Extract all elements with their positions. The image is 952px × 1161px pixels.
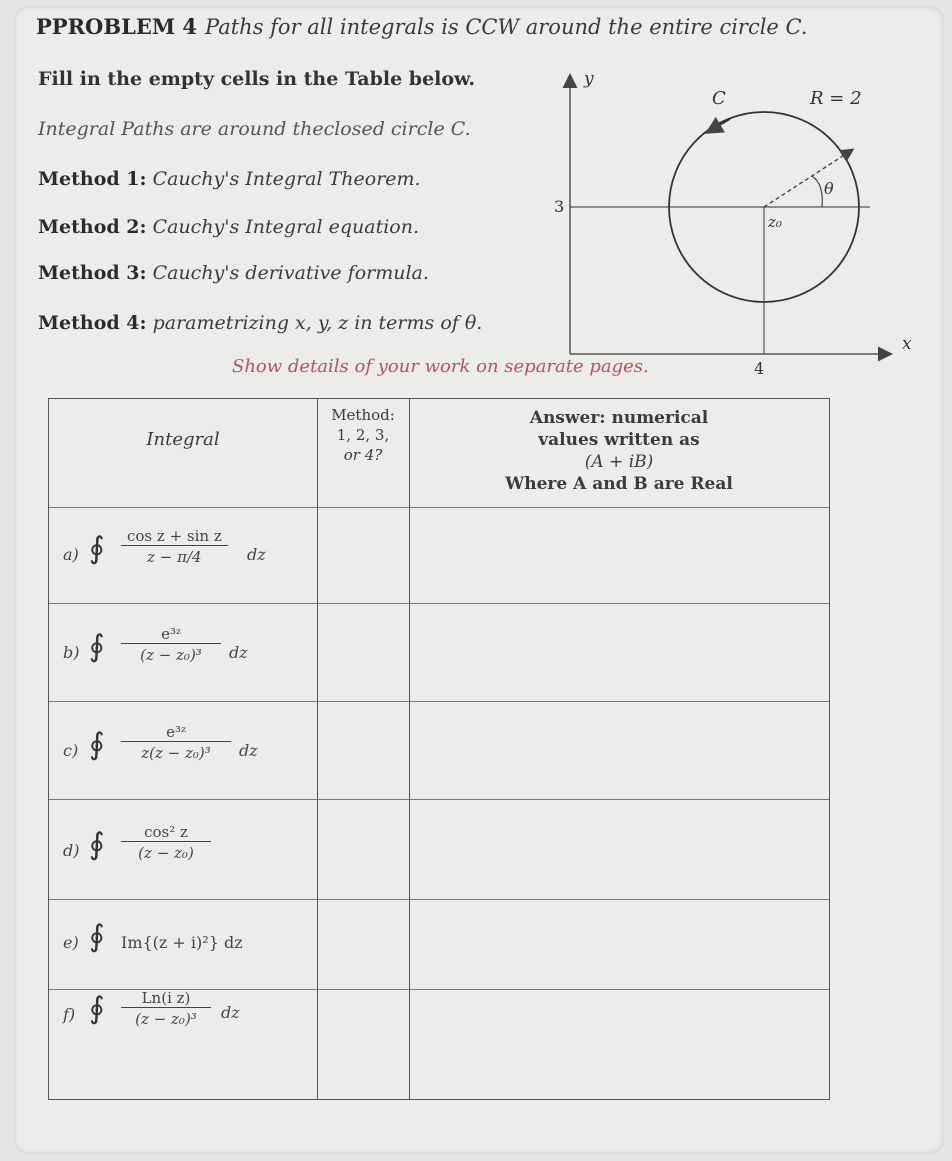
numerator: e³ᶻ	[121, 625, 221, 644]
col-divider-1	[317, 399, 318, 1099]
x-tick-label: 4	[754, 359, 765, 378]
numerator: e³ᶻ	[121, 723, 231, 742]
answer-column-header	[409, 407, 829, 495]
numerator: cos² z	[121, 823, 211, 842]
integral-row-e	[49, 899, 317, 989]
col-divider-2	[409, 399, 410, 1099]
circle-label: C	[712, 88, 726, 109]
row-label: b)	[63, 643, 80, 662]
integral-row-f	[49, 989, 317, 1097]
method-1	[38, 168, 421, 190]
row-label: a)	[63, 545, 79, 564]
integrand-fraction	[121, 625, 221, 664]
show-details-note: Show details of your work on separate pages.	[232, 356, 649, 377]
row-label: d)	[63, 841, 80, 860]
method-4-text: parametrizing x, y, z in terms of θ.	[152, 312, 483, 334]
contour-integral-symbol: ∮	[89, 531, 105, 566]
method-column-header	[317, 405, 409, 465]
integral-row-a	[49, 507, 317, 603]
method-1-label: Method 1:	[38, 168, 147, 190]
method-header-line: 1, 2, 3,	[336, 426, 390, 444]
y-axis-label: y	[584, 69, 594, 89]
row-label: e)	[63, 933, 79, 952]
integral-column-header: Integral	[146, 429, 220, 450]
problem-number: PPROBLEM 4	[36, 14, 198, 39]
answer-table	[48, 398, 830, 1100]
contour-integral-symbol: ∮	[89, 827, 105, 862]
numerator: Ln(i z)	[121, 989, 211, 1008]
integral-row-d	[49, 799, 317, 899]
differential: dz	[229, 643, 248, 662]
differential: dz	[221, 1003, 240, 1022]
fill-in-instruction: Fill in the empty cells in the Table below.	[38, 68, 476, 90]
answer-header-line: (A + iB)	[584, 452, 654, 472]
integral-paths-note: Integral Paths are around theclosed circle C.	[38, 118, 471, 140]
integrand-expression: Im{(z + i)²} dz	[121, 933, 243, 952]
denominator: z − π/4	[147, 548, 202, 566]
method-2-label: Method 2:	[38, 216, 147, 238]
method-4	[38, 312, 482, 334]
method-3-text: Cauchy's derivative formula.	[152, 262, 429, 284]
row-label: c)	[63, 741, 79, 760]
denominator: z(z − z₀)³	[141, 744, 211, 762]
contour-integral-symbol: ∮	[89, 629, 105, 664]
method-header-line: or 4?	[343, 446, 383, 464]
integrand-fraction	[121, 527, 228, 566]
denominator: (z − z₀)³	[135, 1010, 197, 1028]
problem-statement: Paths for all integrals is CCW around the entire circle C.	[205, 15, 808, 39]
integral-row-c	[49, 701, 317, 799]
contour-integral-symbol: ∮	[89, 727, 105, 762]
circle-diagram	[540, 62, 930, 382]
x-axis-label: x	[902, 334, 912, 354]
method-3	[38, 262, 429, 284]
differential: dz	[247, 545, 266, 564]
method-2	[38, 216, 419, 238]
row-label: f)	[63, 1005, 76, 1024]
integrand-fraction	[121, 823, 211, 862]
contour-integral-symbol: ∮	[89, 991, 105, 1026]
radius-label: R = 2	[810, 88, 862, 109]
answer-header-line: values written as	[538, 430, 700, 450]
problem-title	[36, 14, 808, 39]
method-2-text: Cauchy's Integral equation.	[152, 216, 420, 238]
denominator: (z − z₀)³	[140, 646, 202, 664]
numerator: cos z + sin z	[121, 527, 228, 546]
ccw-arrow	[708, 119, 730, 132]
integrand-fraction	[121, 723, 231, 762]
radius-line	[764, 150, 852, 207]
center-label: z₀	[768, 213, 782, 231]
contour-integral-symbol: ∮	[89, 919, 105, 954]
differential: dz	[239, 741, 258, 760]
method-header-line: Method:	[331, 406, 395, 424]
method-1-text: Cauchy's Integral Theorem.	[152, 168, 421, 190]
theta-label: θ	[824, 179, 834, 198]
method-3-label: Method 3:	[38, 262, 147, 284]
method-4-label: Method 4:	[38, 312, 147, 334]
y-tick-label: 3	[554, 197, 565, 216]
answer-header-line: Where A and B are Real	[505, 474, 733, 494]
theta-arc	[812, 176, 822, 207]
denominator: (z − z₀)	[138, 844, 194, 862]
integral-row-b	[49, 603, 317, 701]
answer-header-line: Answer: numerical	[529, 408, 709, 428]
integrand-fraction	[121, 989, 211, 1028]
